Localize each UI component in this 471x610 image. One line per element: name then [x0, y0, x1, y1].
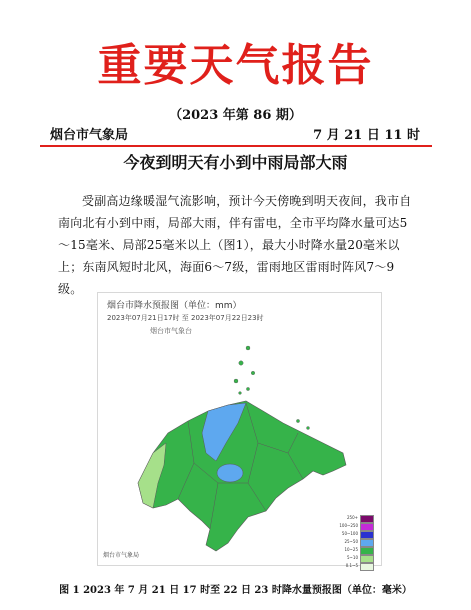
- headline: 今夜到明天有小到中雨局部大雨: [123, 153, 348, 172]
- map-island: [246, 346, 250, 350]
- body-paragraph: 受副高边缘暖湿气流影响，预计今天傍晚到明天夜间，我市自南向北有小到中雨，局部大雨，伴有雷电，全市平均降水量可达5～15毫米、局部25毫米以上（图1），最大小时降水量20毫米以上；东南风短时北风，海面6～7级，雷雨地区雷雨时阵风7～9级。: [58, 194, 412, 296]
- map-island: [251, 371, 255, 375]
- legend-swatch: [360, 547, 374, 555]
- map-island: [246, 387, 249, 390]
- legend-swatch: [360, 539, 374, 547]
- header-divider: [40, 145, 432, 147]
- issue-date: 7 月 21 日 11 时: [313, 128, 420, 143]
- legend-swatch: [360, 515, 374, 523]
- legend-label: 100~250: [339, 523, 358, 528]
- precipitation-map: [97, 292, 382, 566]
- legend-label: 5~10: [347, 555, 358, 560]
- legend-label: 250+: [347, 515, 358, 520]
- map-island: [307, 427, 310, 430]
- legend-swatch: [360, 555, 374, 563]
- map-region-blue-center: [217, 464, 243, 482]
- organization-name: 烟台市气象局: [50, 128, 129, 143]
- issue-number: （2023 年第 86 期）: [169, 108, 302, 123]
- map-island: [296, 419, 299, 422]
- map-title: 烟台市降水预报图（单位：mm）: [107, 301, 242, 311]
- map-credit: 烟台市气象局: [103, 552, 140, 559]
- map-island: [239, 361, 243, 365]
- legend-swatch: [360, 523, 374, 531]
- legend-label: 10~25: [344, 547, 358, 552]
- legend-swatch: [360, 531, 374, 539]
- figure-caption: 图 1 2023 年 7 月 21 日 17 时至 22 日 23 时降水量预报图（单位：毫米）: [59, 585, 412, 596]
- map-time-range: 2023年07月21日17时 至 2023年07月22日23时: [107, 314, 264, 322]
- legend-label: 0.1~5: [345, 563, 358, 568]
- legend-swatch: [360, 563, 374, 571]
- legend-label: 50~100: [341, 531, 358, 536]
- meta-row: [50, 124, 420, 142]
- map-legend: [339, 515, 374, 571]
- map-island: [239, 392, 242, 395]
- map-island: [234, 379, 238, 383]
- map-subtitle: 烟台市气象台: [150, 327, 192, 335]
- report-title: 重要天气报告: [97, 40, 374, 91]
- legend-label: 25~50: [344, 539, 358, 544]
